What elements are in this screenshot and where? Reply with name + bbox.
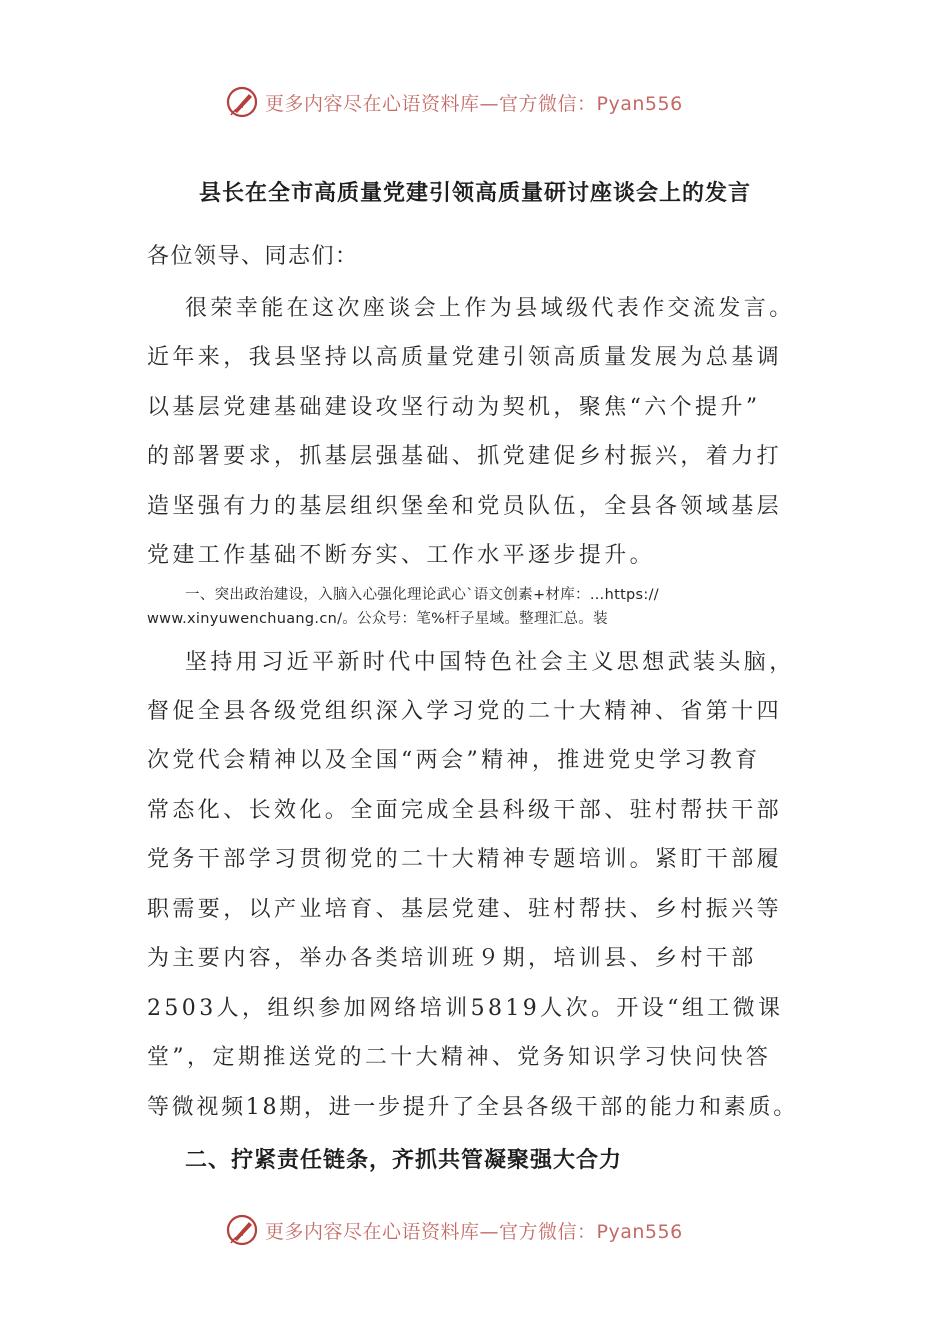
- section1-line: 职需要，以产业培育、基层党建、驻村帮扶、乡村振兴等: [147, 897, 783, 922]
- section1-line: 2503人，组织参加网络培训5819人次。开设“组工微课: [147, 996, 784, 1021]
- section1-line: 次党代会精神以及全国“两会”精神，推进党史学习教育: [147, 748, 761, 773]
- intro-line: 造坚强有力的基层组织堡垒和党员队伍，全县各领域基层: [147, 494, 783, 519]
- section-heading-1: 一、突出政治建设，入脑入心强化理论武心`语文创素+材库：…https://: [185, 587, 659, 603]
- section1-line: 为主要内容，举办各类培训班９期，培训县、乡村干部: [147, 946, 757, 971]
- intro-line: 党建工作基础不断夯实、工作水平逐步提升。: [147, 543, 656, 568]
- salutation: 各位领导、同志们：: [147, 244, 359, 269]
- section1-line: 等微视频18期，进一步提升了全县各级干部的能力和素质。: [147, 1095, 798, 1120]
- section-heading-1-continued: www.xinyuwenchuang.cn/。公众号：笔%杆子星域。整理汇总。装: [147, 611, 608, 627]
- intro-line: 近年来，我县坚持以高质量党建引领高质量发展为总基调: [147, 345, 783, 370]
- intro-line: 的部署要求，抓基层强基础、抓党建促乡村振兴，着力打: [147, 444, 783, 469]
- section1-line: 督促全县各级党组织深入学习党的二十大精神、省第十四: [147, 699, 783, 724]
- section-heading-2: 二、拧紧责任链条，齐抓共管凝聚强大合力: [185, 1148, 623, 1173]
- section1-line: 常态化、长效化。全面完成全县科级干部、驻村帮扶干部: [147, 798, 783, 823]
- document-title: 县长在全市高质量党建引领高质量研讨座谈会上的发言: [198, 181, 751, 206]
- pen-logo-icon: [225, 85, 259, 119]
- intro-line: 以基层党建基础建设攻坚行动为契机，聚焦“六个提升”: [147, 395, 761, 420]
- watermark-text: 更多内容尽在心语资料库—官方微信：Pyan556: [265, 92, 683, 115]
- section1-line: 党务干部学习贯彻党的二十大精神专题培训。紧盯干部履: [147, 847, 783, 872]
- section1-line: 坚持用习近平新时代中国特色社会主义思想武装头脑，: [185, 650, 795, 675]
- section1-line: 堂”，定期推送党的二十大精神、党务知识学习快问快答: [147, 1045, 772, 1070]
- watermark-header: [225, 84, 683, 120]
- pen-logo-icon: [225, 1213, 259, 1247]
- watermark-text: 更多内容尽在心语资料库—官方微信：Pyan556: [265, 1220, 683, 1243]
- intro-line: 很荣幸能在这次座谈会上作为县域级代表作交流发言。: [185, 296, 795, 321]
- watermark-footer: [225, 1212, 683, 1248]
